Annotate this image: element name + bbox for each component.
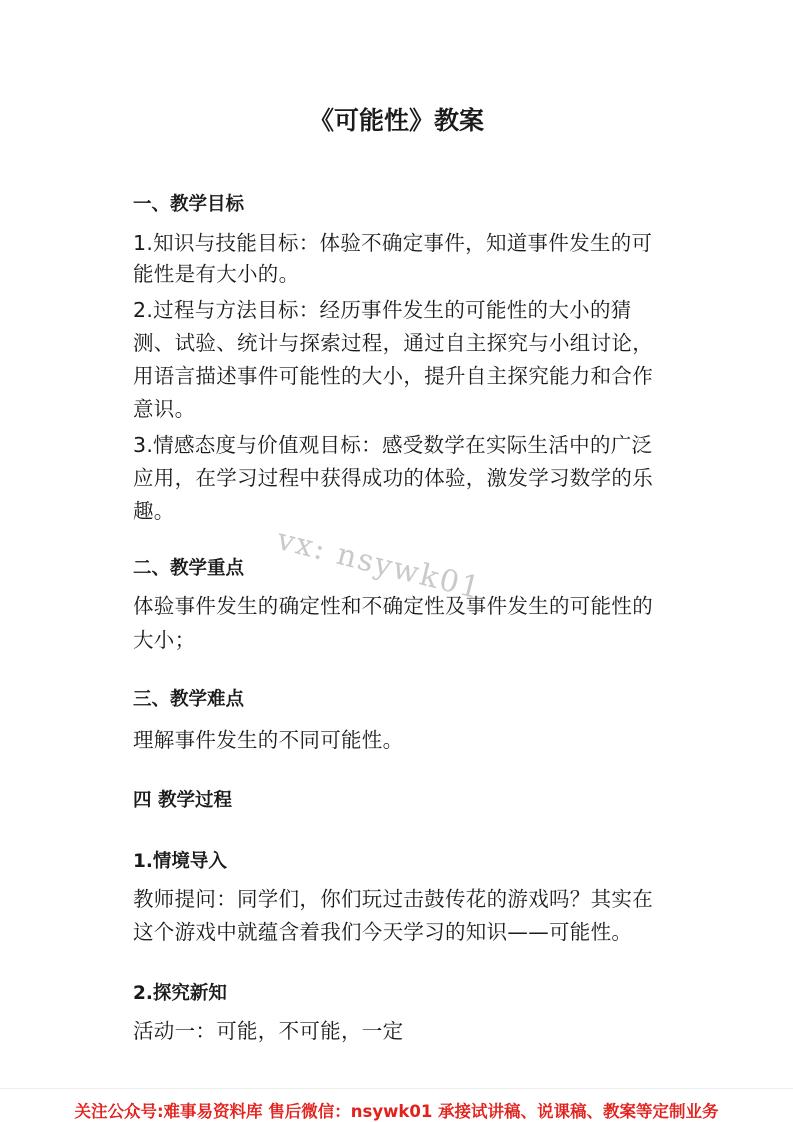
text-line: 3.情感态度与价值观目标：感受数学在实际生活中的广泛: [133, 433, 653, 457]
footer-divider: [0, 1088, 793, 1089]
subheading-intro: 1.情境导入: [133, 851, 227, 872]
text-line: 测、试验、统计与探索过程，通过自主探究与小组讨论，: [133, 331, 653, 355]
text-line: 活动一：可能，不可能，一定: [133, 1019, 404, 1043]
watermark: vx: nsywk01: [273, 522, 486, 607]
text-line: 大小；: [133, 628, 196, 652]
text-line: 理解事件发生的不同可能性。: [133, 728, 404, 752]
section-heading-objectives: 一、教学目标: [133, 194, 245, 215]
text-line: 能性是有大小的。: [133, 262, 300, 286]
text-line: 这个游戏中就蕴含着我们今天学习的知识——可能性。: [133, 920, 633, 944]
section-heading-difficulties: 三、教学难点: [133, 689, 245, 710]
text-line: 2.过程与方法目标：经历事件发生的可能性的大小的猜: [133, 298, 632, 322]
text-line: 教师提问：同学们，你们玩过击鼓传花的游戏吗？其实在: [133, 887, 653, 911]
text-line: 应用，在学习过程中获得成功的体验，激发学习数学的乐: [133, 466, 653, 490]
footer-banner: 关注公众号:难事易资料库 售后微信：nsywk01 承接试讲稿、说课稿、教案等定制业务: [74, 1102, 719, 1121]
text-line: 趣。: [133, 499, 175, 523]
section-heading-key-points: 二、教学重点: [133, 558, 245, 579]
text-line: 用语言描述事件可能性的大小，提升自主探究能力和合作: [133, 364, 653, 388]
text-line: 体验事件发生的确定性和不确定性及事件发生的可能性的: [133, 594, 653, 618]
document-title: 《可能性》教案: [308, 106, 484, 135]
text-line: 意识。: [133, 397, 196, 421]
subheading-explore: 2.探究新知: [133, 983, 227, 1004]
text-line: 1.知识与技能目标：体验不确定事件，知道事件发生的可: [133, 231, 653, 255]
section-heading-process: 四 教学过程: [133, 790, 232, 811]
